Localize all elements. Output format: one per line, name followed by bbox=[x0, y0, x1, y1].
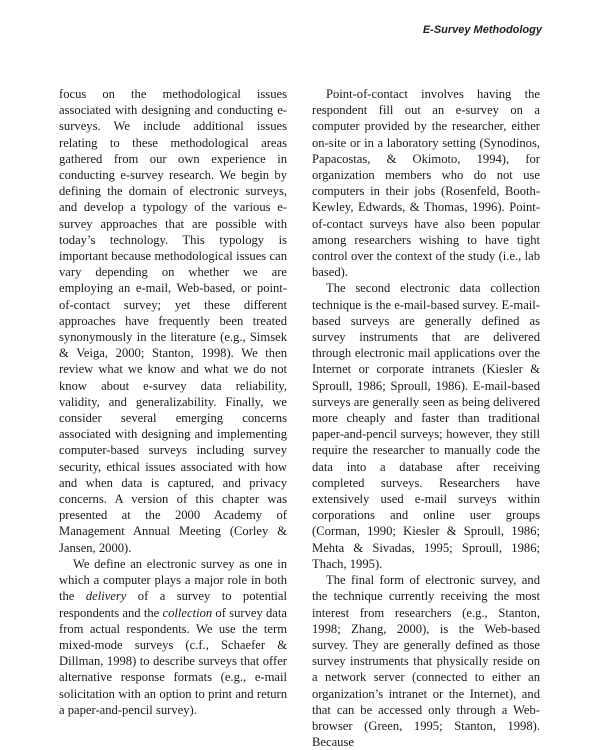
paragraph-left-2 bbox=[59, 556, 287, 718]
paragraph-left-1: focus on the methodological issues associated with designing and conducting e-surveys. We include additional issues relating to these methodological areas gathered from our own experience in conducting e-survey research. We begin by defining the domain of electronic surveys, and develop a typology of the various e-survey approaches that are possible with today’s technology. This typology is important because methodological issues can vary depending on whether we are employing an e-mail, Web-based, or point-of-contact survey; yet these different approaches have frequently been treated synonymously in the literature (e.g., Simsek & Veiga, 2000; Stanton, 1998). We then review what we know and what we do not know about e-survey data reliability, validity, and generalizability. Finally, we consider several emerging concerns associated with designing and implementing computer-based surveys including survey security, ethical issues associated with how and when data is captured, and privacy concerns. A version of this chapter was presented at the 2000 Academy of Management Annual Meeting (Corley & Jansen, 2000). bbox=[59, 87, 287, 555]
right-column bbox=[312, 86, 540, 750]
left-column bbox=[59, 86, 287, 718]
running-header: E-Survey Methodology bbox=[422, 24, 542, 36]
paragraph-right-2: The second electronic data collection technique is the e-mail-based survey. E-mail-based surveys are generally defined as survey instruments that are delivered through electronic mail applications over the Internet or corporate intranets (Kiesler & Sproull, 1986; Sproull, 1986). E-mail-based surveys are generally seen as being delivered more cheaply and faster than traditional paper-and-pencil surveys; however, they still require the researcher to manually code the data into a database after receiving completed surveys. Researchers have extensively used e-mail surveys within corporations and online user groups (Corman, 1990; Kiesler & Sproull, 1986; Mehta & Sivadas, 1995; Sproull, 1986; Thach, 1995). bbox=[312, 281, 540, 571]
text-run: of a survey to potential respondents and the bbox=[59, 589, 287, 620]
emphasis-delivery: delivery bbox=[85, 589, 127, 604]
emphasis-collection: collection bbox=[162, 605, 213, 620]
text-run: of survey data from actual respondents. We use the term mixed-mode surveys (c.f., Schaefer & Dillman, 1998) to describe surveys that offer alternative response formats (e.g., e-mail solicitation with an option to print and return a paper-and-pencil survey). bbox=[59, 605, 287, 717]
paragraph-right-3: The final form of electronic survey, and the technique currently receiving the most interest from researchers (e.g., Stanton, 1998; Zhang, 2000), is the Web-based survey. They are generally defined as those survey instruments that physically reside on a network server (connected to either an organization’s intranet or the Internet), and that can be accessed only through a Web-browser (Green, 1995; Stanton, 1998). Because bbox=[312, 573, 540, 750]
paragraph-right-1: Point-of-contact involves having the respondent fill out an e-survey on a computer provided by the researcher, either on-site or in a laboratory setting (Synodinos, Papacostas, & Okimoto, 1994), for organization members who do not use computers in their jobs (Rosenfeld, Booth-Kewley, Edwards, & Thomas, 1996). Point-of-contact surveys have also been popular among researchers wishing to have tight control over the context of the study (i.e., lab based). bbox=[312, 87, 540, 280]
text-run: We define an electronic survey as one in which a computer plays a major role in both the bbox=[59, 556, 287, 604]
